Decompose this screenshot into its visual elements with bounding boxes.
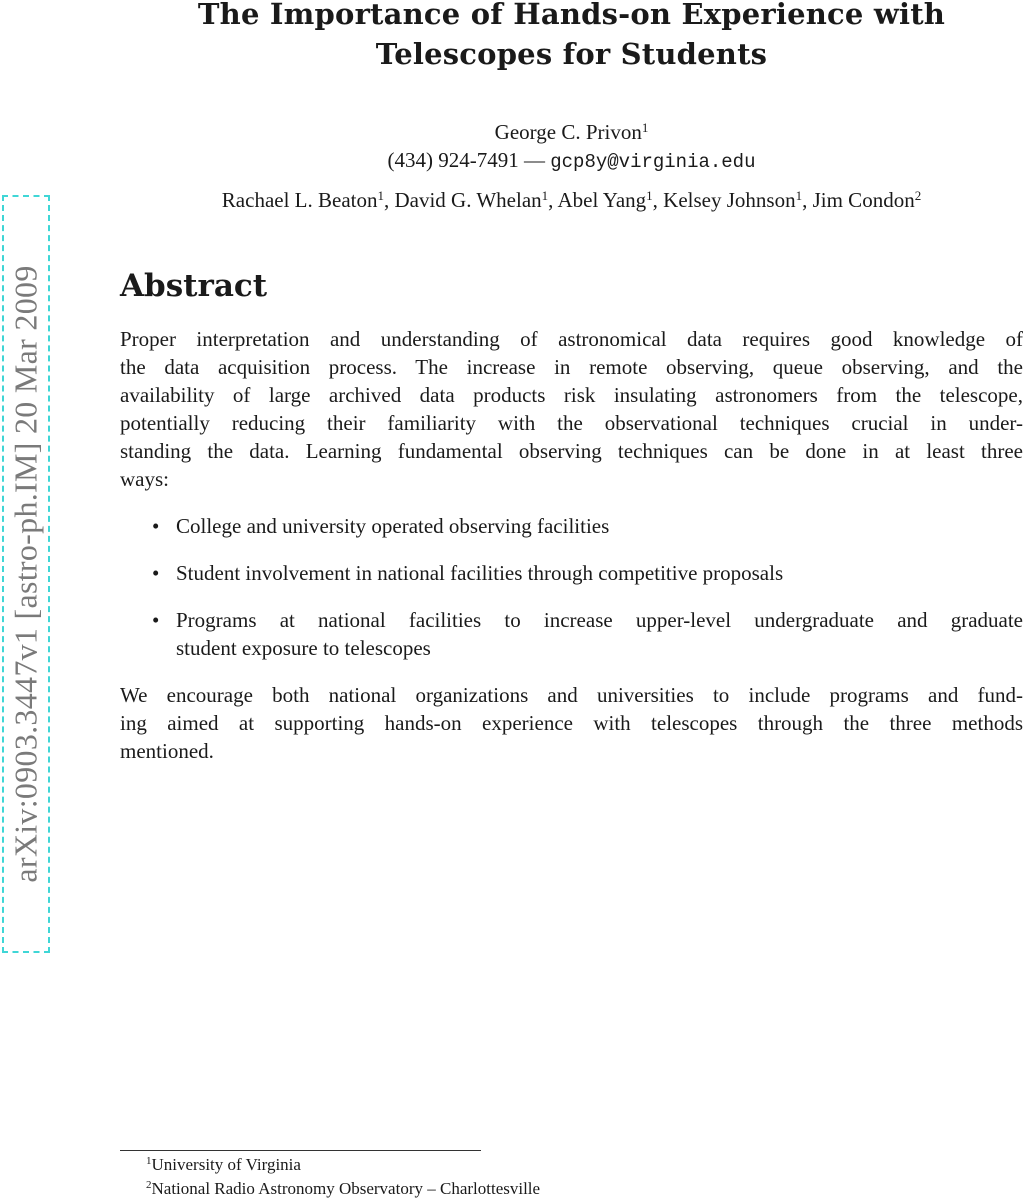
coauthor-list: [120, 186, 1023, 214]
bullet-icon: •: [152, 514, 160, 538]
bullet-icon: •: [152, 561, 160, 585]
bullet-list: [120, 512, 1023, 681]
paper-title: [120, 0, 1023, 74]
contact-author-block: [120, 118, 1023, 176]
list-item-text: Programs at national facilities to increase upper-level undergraduate and graduate: [176, 608, 1023, 632]
contact-author: [120, 118, 1023, 146]
list-item-text: student exposure to telescopes: [176, 636, 431, 660]
contact-author-name: George C. Privon: [494, 120, 642, 144]
text-line: We encourage both national organizations and universities to include programs and fund-: [120, 683, 1023, 707]
coauthor: Jim Condon$^2$: [812, 188, 922, 212]
text-line: potentially reducing their familiarity with the observational techniques crucial in under-: [120, 411, 1023, 435]
text-line: ing aimed at supporting hands-on experience with telescopes through the three methods: [120, 711, 1023, 735]
footnote-mark: 1: [146, 1155, 152, 1167]
title-line-2: Telescopes for Students: [375, 37, 768, 71]
abstract-heading: Abstract: [120, 268, 268, 304]
list-item-text: Student involvement in national facilities through competitive proposals: [176, 561, 784, 585]
coauthor: David G. Whelan$^1$,: [394, 188, 558, 212]
arxiv-stamp-text: arXiv:0903.3447v1 [astro-ph.IM] 20 Mar 2009: [7, 265, 44, 883]
text-line: availability of large archived data products risk insulating astronomers from the telescope,: [120, 383, 1023, 407]
footnote-mark: 2: [146, 1179, 152, 1191]
coauthor: Rachael L. Beaton$^1$,: [221, 188, 395, 212]
list-item-text: College and university operated observing facilities: [176, 514, 610, 538]
footnote-rule: [120, 1150, 481, 1151]
contact-email[interactable]: gcp8y@virginia.edu: [550, 151, 756, 173]
list-item: [120, 512, 1023, 540]
bullet-icon: •: [152, 608, 160, 632]
text-line: mentioned.: [120, 739, 214, 763]
text-line: the data acquisition process. The increase in remote observing, queue observing, and the: [120, 355, 1023, 379]
footnote-text: University of Virginia: [151, 1155, 301, 1174]
list-item: [120, 606, 1023, 662]
contact-author-affil: 1: [641, 120, 649, 135]
title-line-1: The Importance of Hands-on Experience with: [197, 0, 946, 31]
footnote-text: National Radio Astronomy Observatory – Charlottesville: [151, 1179, 541, 1198]
coauthor: Abel Yang$^1$,: [557, 188, 664, 212]
text-line: standing the data. Learning fundamental observing techniques can be done in at least three: [120, 439, 1023, 463]
list-item: [120, 559, 1023, 587]
coauthor: Kelsey Johnson$^1$,: [663, 188, 813, 212]
text-line: Proper interpretation and understanding of astronomical data requires good knowledge of: [120, 327, 1023, 351]
arxiv-stamp: [2, 195, 50, 953]
contact-phone: (434) 924-7491 —: [387, 148, 545, 172]
footnote-2: [146, 1178, 540, 1200]
abstract-paragraph-1: [120, 325, 1023, 493]
text-line: ways:: [120, 467, 169, 491]
abstract-paragraph-2: [120, 681, 1023, 765]
footnote-1: [146, 1154, 301, 1176]
contact-line: [120, 146, 1023, 176]
